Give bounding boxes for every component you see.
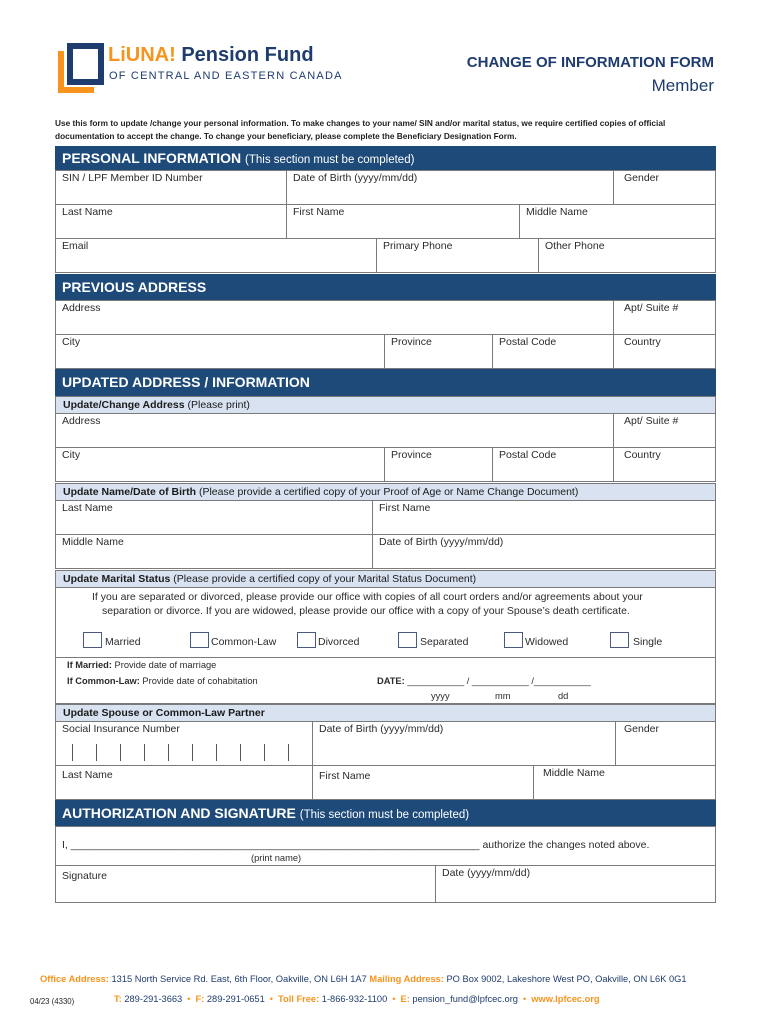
new-middle-name-field[interactable]: Middle Name [62, 536, 124, 548]
personal-row-2 [55, 204, 716, 239]
last-name-field[interactable]: Last Name [62, 206, 113, 218]
married-label: Married [105, 636, 141, 648]
sin-field[interactable]: SIN / LPF Member ID Number [62, 172, 203, 184]
prev-address-field[interactable]: Address [62, 302, 101, 314]
name-row-1 [55, 500, 716, 535]
update-spouse-subheader: Update Spouse or Common-Law Partner [55, 704, 716, 721]
updated-section-header: UPDATED ADDRESS / INFORMATION [55, 369, 716, 396]
if-married-text: If Married: Provide date of marriage [67, 660, 217, 670]
personal-row-1 [55, 170, 716, 205]
phone-number[interactable]: 289-291-3663 [121, 994, 183, 1004]
new-first-name-field[interactable]: First Name [372, 501, 717, 534]
name-row-2 [55, 534, 716, 569]
single-checkbox[interactable] [610, 632, 629, 648]
new-address-field[interactable]: Address [62, 415, 101, 427]
updated-row-2 [55, 447, 716, 482]
marital-instructions-2: separation or divorce. If you are widowed, please provide our office with a copy of your Spouse’s death certificate. [102, 605, 630, 617]
previous-section-header: PREVIOUS ADDRESS [55, 274, 716, 300]
if-common-law-text: If Common-Law: Provide date of cohabitation [67, 676, 258, 686]
spouse-middle-name-field[interactable]: Middle Name [533, 766, 717, 799]
email-link[interactable]: pension_fund@lpfcec.org [409, 994, 518, 1004]
auth-sign-row [55, 865, 716, 903]
signature-field[interactable]: Signature [62, 870, 107, 882]
gender-field[interactable]: Gender [613, 171, 717, 204]
authorize-line[interactable]: I, ______________________________________________________________________ authorize the changes noted above. [62, 839, 650, 851]
marital-date-field[interactable]: DATE: ___________ / ___________ /___________ [377, 676, 591, 686]
intro-text: Use this form to update /change your personal information. To make changes to your name/ SIN and/or marital status, we require certified copies of official documentation to accept the change. To change your beneficiary, please complete the Beneficiary Designation Form. [55, 118, 666, 141]
common-law-label: Common-Law [211, 636, 277, 648]
auth-name-row [55, 826, 716, 866]
form-code: 04/23 (4330) [30, 997, 75, 1006]
marital-instructions-1: If you are separated or divorced, please provide our office with copies of all court orders and/or agreements about your [92, 591, 643, 603]
single-label: Single [633, 636, 663, 648]
print-name-label: (print name) [251, 853, 302, 863]
website-link[interactable]: www.lpfcec.org [531, 994, 600, 1004]
spouse-last-name-field[interactable]: Last Name [62, 769, 113, 781]
update-address-subheader: Update/Change Address (Please print) [55, 396, 716, 413]
logo-subtitle: OF CENTRAL AND EASTERN CANADA [109, 70, 343, 82]
dob-field[interactable]: Date of Birth (yyyy/mm/dd) [286, 171, 670, 204]
new-apt-field[interactable]: Apt/ Suite # [613, 414, 717, 447]
primary-phone-field[interactable]: Primary Phone [376, 239, 538, 272]
separated-checkbox[interactable] [398, 632, 417, 648]
footer-contacts: T: 289-291-3663 • F: 289-291-0651 • Toll Free: 1-866-932-1100 • E: pension_fund@lpfcec.org • www.lpfcec.org [114, 994, 600, 1004]
previous-row-2 [55, 334, 716, 369]
new-dob-field[interactable]: Date of Birth (yyyy/mm/dd) [372, 535, 717, 568]
updated-row-1 [55, 413, 716, 448]
new-country-field[interactable]: Country [613, 448, 717, 481]
divorced-checkbox[interactable] [297, 632, 316, 648]
logo [58, 43, 104, 93]
new-postal-field[interactable]: Postal Code [492, 448, 613, 481]
prev-postal-field[interactable]: Postal Code [492, 335, 613, 368]
other-phone-field[interactable]: Other Phone [538, 239, 717, 272]
spouse-sin-field[interactable]: Social Insurance Number [56, 722, 312, 765]
spouse-dob-field[interactable]: Date of Birth (yyyy/mm/dd) [312, 722, 615, 765]
signature-date-field[interactable]: Date (yyyy/mm/dd) [435, 866, 717, 902]
common-law-checkbox[interactable] [190, 632, 209, 648]
form-subtitle: Member [651, 76, 714, 95]
date-dd-hint: dd [558, 691, 569, 701]
divorced-label: Divorced [318, 636, 360, 648]
form-title: CHANGE OF INFORMATION FORM [466, 54, 714, 71]
marital-block [55, 587, 716, 704]
previous-row-1 [55, 300, 716, 335]
email-field[interactable]: Email [62, 240, 89, 252]
toll-free-number[interactable]: 1-866-932-1100 [319, 994, 388, 1004]
personal-section-header: PERSONAL INFORMATION (This section must be completed) [55, 146, 716, 170]
personal-row-3 [55, 238, 716, 273]
new-province-field[interactable]: Province [384, 448, 492, 481]
new-city-field[interactable]: City [62, 449, 81, 461]
first-name-field[interactable]: First Name [286, 205, 519, 238]
footer-addresses: Office Address: 1315 North Service Rd. East, 6th Floor, Oakville, ON L6H 1A7 Mailing Address: PO Box 9002, Lakeshore West PO, Oakville, ON L6K 0G1 [40, 974, 687, 984]
spouse-first-name-field[interactable]: First Name [312, 766, 533, 799]
auth-section-header: AUTHORIZATION AND SIGNATURE (This section must be completed) [55, 800, 716, 826]
date-yyyy-hint: yyyy [431, 691, 450, 701]
update-name-subheader: Update Name/Date of Birth (Please provide a certified copy of your Proof of Age or Name Change Document) [55, 483, 716, 500]
date-mm-hint: mm [495, 691, 511, 701]
logo-name: LiUNA! Pension Fund [108, 44, 314, 66]
prev-province-field[interactable]: Province [384, 335, 492, 368]
logo-mark-icon [58, 43, 104, 93]
middle-name-field[interactable]: Middle Name [519, 205, 717, 238]
separated-label: Separated [420, 636, 469, 648]
spouse-row-1 [55, 721, 716, 766]
marital-date-area [55, 657, 716, 705]
married-checkbox[interactable] [83, 632, 102, 648]
spouse-gender-field[interactable]: Gender [615, 722, 717, 765]
prev-country-field[interactable]: Country [613, 335, 717, 368]
prev-city-field[interactable]: City [62, 336, 81, 348]
fax-number: 289-291-0651 [204, 994, 265, 1004]
prev-apt-field[interactable]: Apt/ Suite # [613, 301, 717, 334]
widowed-checkbox[interactable] [504, 632, 523, 648]
spouse-row-2 [55, 765, 716, 800]
widowed-label: Widowed [525, 636, 569, 648]
new-last-name-field[interactable]: Last Name [62, 502, 113, 514]
update-marital-subheader: Update Marital Status (Please provide a certified copy of your Marital Status Document) [55, 570, 716, 587]
